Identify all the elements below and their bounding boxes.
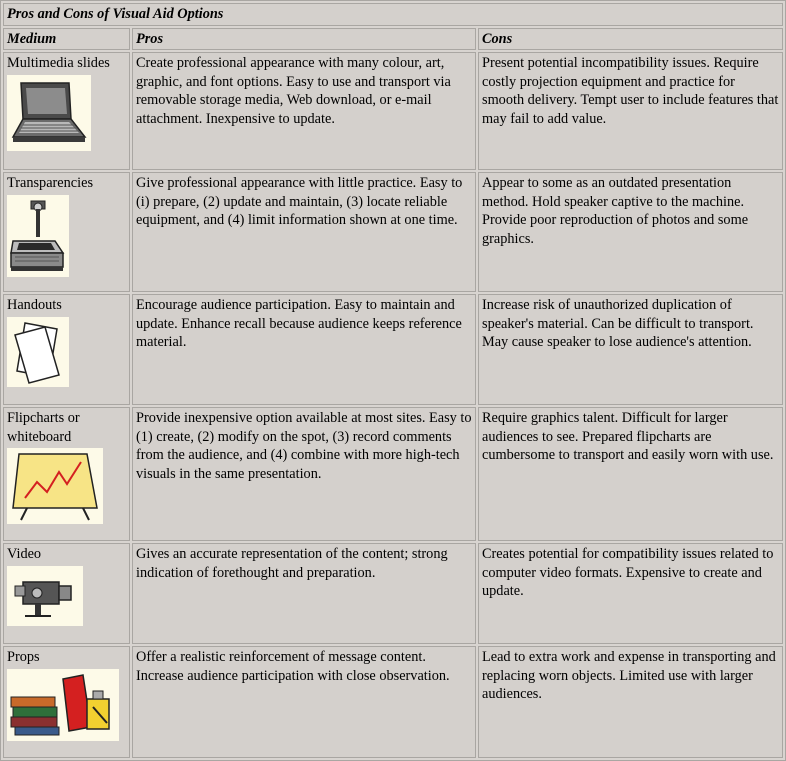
laptop-icon: [7, 75, 91, 151]
medium-cell: [3, 407, 130, 541]
overhead-projector-icon: [7, 195, 69, 277]
header-pros: Pros: [132, 28, 476, 51]
medium-label: Multimedia slides: [7, 55, 110, 72]
cons-cell: Increase risk of unauthorized duplication of speaker's material. Can be difficult to transport. May cause speaker to lose audience's attention.: [478, 294, 783, 405]
medium-cell: [3, 543, 130, 644]
pros-cell: Provide inexpensive option available at most sites. Easy to (1) create, (2) modify on the spot, (3) record comments from the audience, and (4) combine with more high-tech visuals in the same presentation.: [132, 407, 476, 541]
table-row: [3, 52, 783, 170]
pros-cell: Encourage audience participation. Easy to maintain and update. Enhance recall because audience keeps reference material.: [132, 294, 476, 405]
medium-label: Props: [7, 649, 40, 666]
table-row: [3, 646, 783, 758]
table-row: [3, 407, 783, 541]
table-row: [3, 172, 783, 292]
title-row: [3, 3, 783, 26]
pros-cell: Offer a realistic reinforcement of message content. Increase audience participation with close observation.: [132, 646, 476, 758]
medium-cell: [3, 52, 130, 170]
cons-cell: Creates potential for compatibility issues related to computer video formats. Expensive to create and update.: [478, 543, 783, 644]
table-row: [3, 543, 783, 644]
header-row: [3, 28, 783, 51]
medium-cell: [3, 646, 130, 758]
header-cons: Cons: [478, 28, 783, 51]
cons-cell: Lead to extra work and expense in transporting and replacing worn objects. Limited use with larger audiences.: [478, 646, 783, 758]
medium-cell: [3, 172, 130, 292]
pros-cell: Gives an accurate representation of the content; strong indication of forethought and preparation.: [132, 543, 476, 644]
pros-cell: Create professional appearance with many colour, art, graphic, and font options. Easy to use and transport via removable storage media, Web download, or e-mail attachment. Inexpensive to update.: [132, 52, 476, 170]
paper-sheets-icon: [7, 317, 69, 387]
medium-cell: [3, 294, 130, 405]
medium-label: Transparencies: [7, 175, 94, 192]
table-title: Pros and Cons of Visual Aid Options: [3, 3, 783, 26]
props-icon: [7, 669, 119, 741]
header-medium: Medium: [3, 28, 130, 51]
medium-label: Video: [7, 546, 42, 563]
cons-cell: Present potential incompatibility issues. Require costly projection equipment and practice for smooth delivery. Tempt user to include features that may fail to add value.: [478, 52, 783, 170]
pros-cell: Give professional appearance with little practice. Easy to (i) prepare, (2) update and maintain, (3) locate reliable equipment, and (4) limit information shown at one time.: [132, 172, 476, 292]
cons-cell: Appear to some as an outdated presentation method. Hold speaker captive to the machine. Provide poor reproduction of photos and some graphics.: [478, 172, 783, 292]
table-row: [3, 294, 783, 405]
flipchart-icon: [7, 448, 103, 524]
video-camera-icon: [7, 566, 83, 626]
cons-cell: Require graphics talent. Difficult for larger audiences to see. Prepared flipcharts are cumbersome to transport and easily worn with use.: [478, 407, 783, 541]
medium-label: Handouts: [7, 297, 62, 314]
medium-label: Flipcharts or whiteboard: [7, 410, 80, 445]
